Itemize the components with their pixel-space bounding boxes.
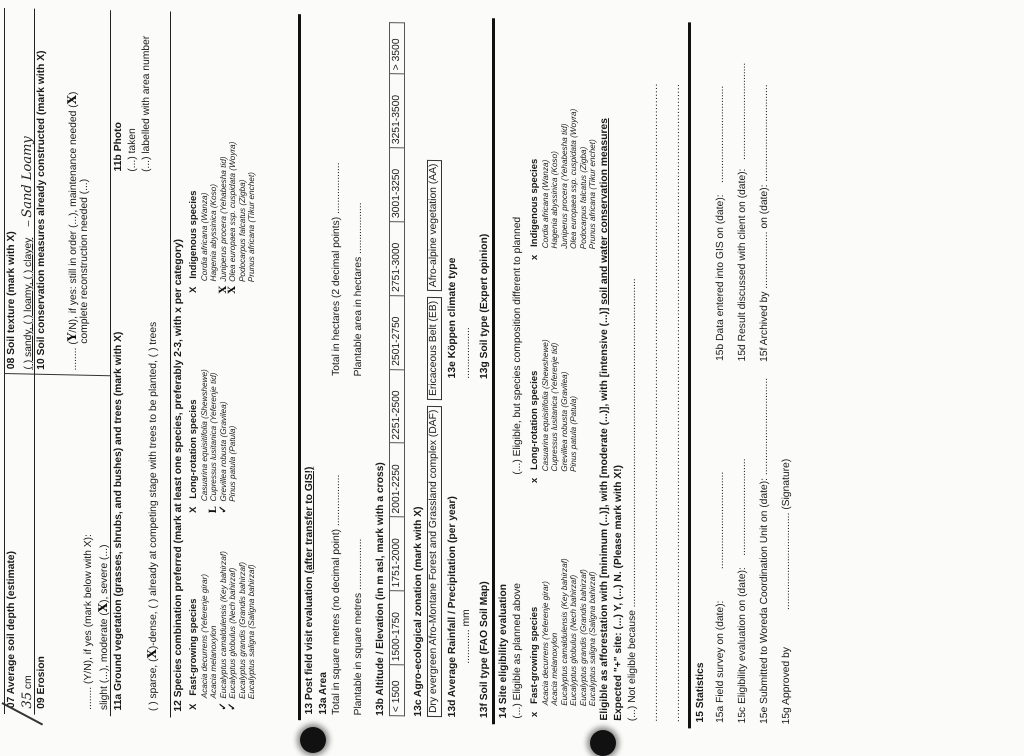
species-item: [238, 94, 247, 294]
section-15: [688, 22, 803, 730]
altitude-title: 13b Altitude / Elevation (in m asl, mark with a cross): [375, 462, 386, 717]
site-eligibility-title: 14 Site eligibility evaluation: [498, 583, 509, 719]
species-name: Podocarpus falcatus (Zigba): [578, 146, 588, 250]
approved-by: 15g Approved by .................................. (Signature): [781, 458, 792, 725]
species-item: [219, 93, 228, 293]
species-mark: ✓: [217, 505, 229, 514]
photo-labelled: (...) labelled with area number: [141, 35, 152, 173]
species-item: [200, 93, 209, 293]
erosion-line1: ........ (Y/N), if yes (mark below with X):: [83, 533, 94, 710]
species-name: Acacia melanoxylon: [550, 632, 560, 706]
species-item: [238, 531, 247, 711]
soil-texture-options: ( ) sandy, ( ) loamy, ( ) clayey – Sand Loamy: [20, 136, 35, 370]
soil-depth-value: 35 cm: [20, 675, 35, 709]
expected-site: Expected "+" site: (...) Y, (...) N. (Please mark with X!): [613, 464, 624, 721]
species-item: [550, 517, 559, 717]
species-item: [560, 518, 569, 718]
agro-zones: Dry evergreen Afro-Montane Forest and Grassland complex (DAF) Ericaceous Belt (EB) Afro-alpine vegetation (AA): [427, 159, 442, 717]
species-item: [209, 333, 218, 513]
species-name: Grevillea robusta (Gravilea): [218, 401, 228, 502]
altitude-range-cell: < 1500: [390, 665, 405, 716]
altitude-range-cell: 1751-2000: [390, 517, 405, 591]
ground-vegetation-options: ( ) sparse, (X)-dense, ( ) already at competing stage with trees to be planted, ( ) trees: [145, 321, 159, 712]
species-name: Acacia decurrens (Yeferenje girar): [541, 580, 550, 706]
species-name: Eucalyptus camaldulensis (Key bahirzaf): [559, 558, 569, 706]
species-mark: X: [227, 285, 239, 294]
altitude-range-cell: 2751-3000: [390, 221, 405, 295]
species-name: Hagenia abyssinica (Koso): [550, 151, 560, 249]
long-rotation-list-14: x Long-rotation species Casuarina equisitifolia (Shewshewe) Cupressus lusitanica (Yeferenje tid) Grevillea robusta (Gravilea) Pinus patula (Patula): [529, 293, 579, 484]
species-item: [200, 530, 209, 710]
species-name: Olea europaea ssp. cuspidata (Woyra): [569, 108, 579, 250]
scanned-form-page: [4, 6, 1016, 725]
erosion-line2: slight (...), moderate (X), severe (...): [96, 544, 110, 711]
indigenous-list: X Indigenous species Cordia africana (Wanza) Hagenia abyssinica (Koso) XJuniperus procera (Yehabesha tid) XOlea europaea ssp. cuspidata (Woyra) Podocarpus falcatus (Zigba) Prunus africana (Tikur enchet): [188, 93, 256, 294]
species-name: Cupressus lusitanica (Yeferenje tid): [550, 342, 560, 472]
species-item: [579, 518, 588, 718]
species-item: [541, 50, 550, 260]
rainfall-value: ............ mm: [461, 609, 472, 664]
dotted-line: ..............................................................................................................................................................................................: [649, 82, 660, 722]
species-name: Eucalyptus saligna (Saligna bahirzaf): [588, 571, 598, 707]
post-visit-title: 13 Post field visit evaluation (after transfer to GIS!): [304, 466, 315, 715]
species-name: Podocarpus falcatus (Zigba): [237, 179, 247, 283]
section-12: [170, 11, 299, 720]
species-name: Prunus africana (Tikur enchet): [247, 172, 257, 283]
altitude-range-cell: 3251-3500: [390, 74, 405, 148]
altitude-range-cell: 3001-3250: [390, 148, 405, 222]
species-name: Olea europaea ssp. cuspidata (Woyra): [228, 141, 238, 282]
client-discussion-date: 15d Result discussed with client on (date): ..................................: [737, 62, 748, 362]
koppen-value: ..................: [461, 327, 472, 379]
species-name: Eucalyptus saligna (Saligna bahirzaf): [247, 564, 257, 700]
species-name: Prunus africana (Tikur enchet): [588, 139, 598, 250]
plantable-sqm: Plantable in square metres ..................: [353, 538, 364, 716]
species-name: Cupressus lusitanica (Yeferenje tid): [209, 372, 219, 502]
soil-conservation-title: 10 Soil conservation measures already constructed (mark with X): [36, 50, 47, 370]
species-item: [228, 334, 237, 514]
species-item: [550, 293, 559, 483]
indigenous-list-14: x Indigenous species Cordia africana (Wanza) Hagenia abyssinica (Koso) Juniperus procera (Yehabesha tid) Olea europaea ssp. cuspidata (Woyra) Podocarpus falcatus (Zigba) Prunus africana (Tikur enchet): [529, 50, 597, 261]
species-item: [560, 51, 569, 261]
species-name: Pinus patula (Patula): [569, 395, 579, 473]
agro-title: 13c Agro-ecological zonation (mark with X): [413, 506, 424, 717]
altitude-range-cell: 2501-2750: [390, 295, 405, 369]
eligibility-evaluation-date: 15c Eligibility evaluation on (date): ..................................: [737, 458, 748, 724]
photo-taken: (...) taken: [127, 128, 138, 172]
species-item: [247, 94, 256, 294]
species-item: [228, 94, 237, 294]
plantable-ha: Plantable area in hectares ..................: [353, 202, 364, 377]
photo-title: 11b Photo: [113, 122, 124, 172]
soil-texture-title: 08 Soil texture (mark with X): [6, 231, 17, 370]
species-item: [560, 294, 569, 484]
species-mark: ✓: [217, 702, 229, 711]
woreda-submission-date: 15e Submitted to Woreda Coordination Unit on (date): ..................................: [759, 377, 770, 725]
species-name: Juniperus procera (Yehabesha tid): [218, 156, 228, 282]
soil-conservation-line2: complete reconstruction needed (...): [79, 178, 90, 344]
species-item: [209, 530, 218, 710]
soil-conservation-line1: ........ (Y/N), if yes: still in order (...), maintenance needed (X): [65, 91, 79, 371]
species-name: Pinus patula (Patula): [228, 425, 238, 502]
species-name: Casuarina equisitifolia (Shewshewe): [541, 339, 550, 472]
species-item: [209, 93, 218, 293]
species-item: [550, 50, 559, 260]
species-name: Cordia africana (Wanza): [200, 192, 209, 282]
species-name: Acacia melanoxylon: [209, 625, 219, 699]
dotted-line: ..............................................................................................................................................................................................: [671, 83, 682, 723]
area-title: 13a Area: [318, 672, 329, 715]
koppen-title: 13e Köppen climate type: [447, 257, 458, 379]
species-item: [569, 294, 578, 484]
species-item: [541, 517, 550, 717]
soil-depth-title: 07 Average soil depth (estimate): [6, 550, 17, 709]
total-ha: Total in hectares (2 decimal points) ..................: [331, 162, 342, 377]
eligible-as-planned: (...) Eligible as planned above: [512, 582, 523, 719]
species-item: [569, 518, 578, 718]
rainfall-title: 13d Average Rainfall / Precipitation (per year): [447, 495, 458, 718]
fast-growing-list-14: x Fast-growing species Acacia decurrens (Yeferenje girar) Acacia melanoxylon Eucalyptus camaldulensis (Key bahirzaf) Eucalyptus globulus (Nech bahirzaf) Eucalyptus grandis (Grandis bahirzaf) Eucalyptus saligna (Saligna bahirzaf): [529, 517, 597, 718]
section-14: [492, 18, 691, 728]
species-name: Eucalyptus camaldulensis (Key bahirzaf): [218, 551, 228, 699]
fast-growing-list: X Fast-growing species Acacia decurrens (Yeferenje girar) Acacia melanoxylon ✓Eucalyptus camaldulensis (Key bahirzaf) ✓Eucalyptus globulus (Nech bahirzaf) Eucalyptus grandis (Grandis bahirzaf) Eucalyptus saligna (Saligna bahirzaf): [188, 530, 256, 711]
field-survey-date: 15a Field survey on (date): ..................................: [715, 471, 726, 724]
species-name: Eucalyptus globulus (Nech bahirzaf): [569, 574, 579, 707]
species-name: Juniperus procera (Yehabesha tid): [559, 123, 569, 249]
species-item: [228, 531, 237, 711]
species-name: Acacia decurrens (Yeferenje girar): [200, 573, 209, 699]
species-name: Eucalyptus grandis (Grandis bahirzaf): [578, 569, 588, 707]
altitude-grid: [389, 22, 405, 716]
form-content: [4, 8, 1016, 735]
species-name: Hagenia abyssinica (Koso): [209, 183, 219, 282]
species-name: Eucalyptus grandis (Grandis bahirzaf): [237, 561, 247, 700]
species-item: [588, 51, 597, 261]
species-mark: X: [217, 285, 229, 294]
altitude-range-cell: 2001-2250: [390, 443, 405, 517]
species-item: [200, 333, 209, 513]
soil-fao-title: 13f Soil type (FAO Soil Map): [479, 581, 490, 719]
species-item: [579, 51, 588, 261]
not-eligible: (...) Not eligible because ...................................................................................................................: [627, 278, 638, 722]
section-11: [110, 10, 171, 717]
section-13: [298, 14, 495, 724]
soil-expert-title: 13g Soil type (Expert opinion): [479, 233, 490, 380]
species-name: Cordia africana (Wanza): [541, 159, 550, 249]
eligible-different: (...) Eligible, but species composition different to planned: [512, 216, 523, 475]
punch-hole: [300, 727, 326, 753]
gis-entry-date: 15b Data entered into GIS on (date): ..................................: [715, 85, 726, 362]
altitude-range-cell: 2251-2500: [390, 369, 405, 443]
species-item: [219, 530, 228, 710]
archived-date: 15f Archived by .................... on (date): ..................................: [759, 84, 770, 363]
species-item: [219, 333, 228, 513]
species-name: Casuarina equisitifolia (Shewshewe): [200, 369, 209, 502]
species-mark: L: [208, 506, 220, 514]
ground-vegetation-title: 11a Ground vegetation (grasses, shrubs, and bushes) and trees (mark with X): [113, 331, 124, 711]
species-mark: ✓: [227, 702, 239, 711]
statistics-title: 15 Statistics: [695, 662, 706, 723]
species-name: Eucalyptus globulus (Nech bahirzaf): [228, 567, 238, 699]
erosion-title: 09 Erosion: [36, 656, 47, 709]
altitude-range-cell: > 3500: [390, 23, 405, 74]
punch-hole: [590, 730, 616, 756]
total-sqm: Total in square metres (no decimal point) ..................: [331, 474, 342, 716]
species-item: [588, 518, 597, 718]
eligible-afforestation: Eligible as afforestation with [minimum (...)], with [moderate (...)], with [intensive (...)] soil and water conservation measures: [599, 117, 610, 721]
section-07-08: [4, 8, 35, 715]
species-name: Grevillea robusta (Gravilea): [559, 371, 569, 472]
altitude-range-cell: 1500-1750: [390, 591, 405, 665]
species-item: [247, 531, 256, 711]
species-combination-title: 12 Species combination preferred (mark at least one species, preferably 2-3, with x per category): [173, 238, 184, 712]
species-item: [569, 51, 578, 261]
long-rotation-list: X Long-rotation species Casuarina equisitifolia (Shewshewe) LCupressus lusitanica (Yeferenje tid) ✓Grevillea robusta (Gravilea) Pinus patula (Patula): [188, 333, 238, 514]
species-item: [541, 293, 550, 483]
section-09-10: [34, 9, 111, 717]
